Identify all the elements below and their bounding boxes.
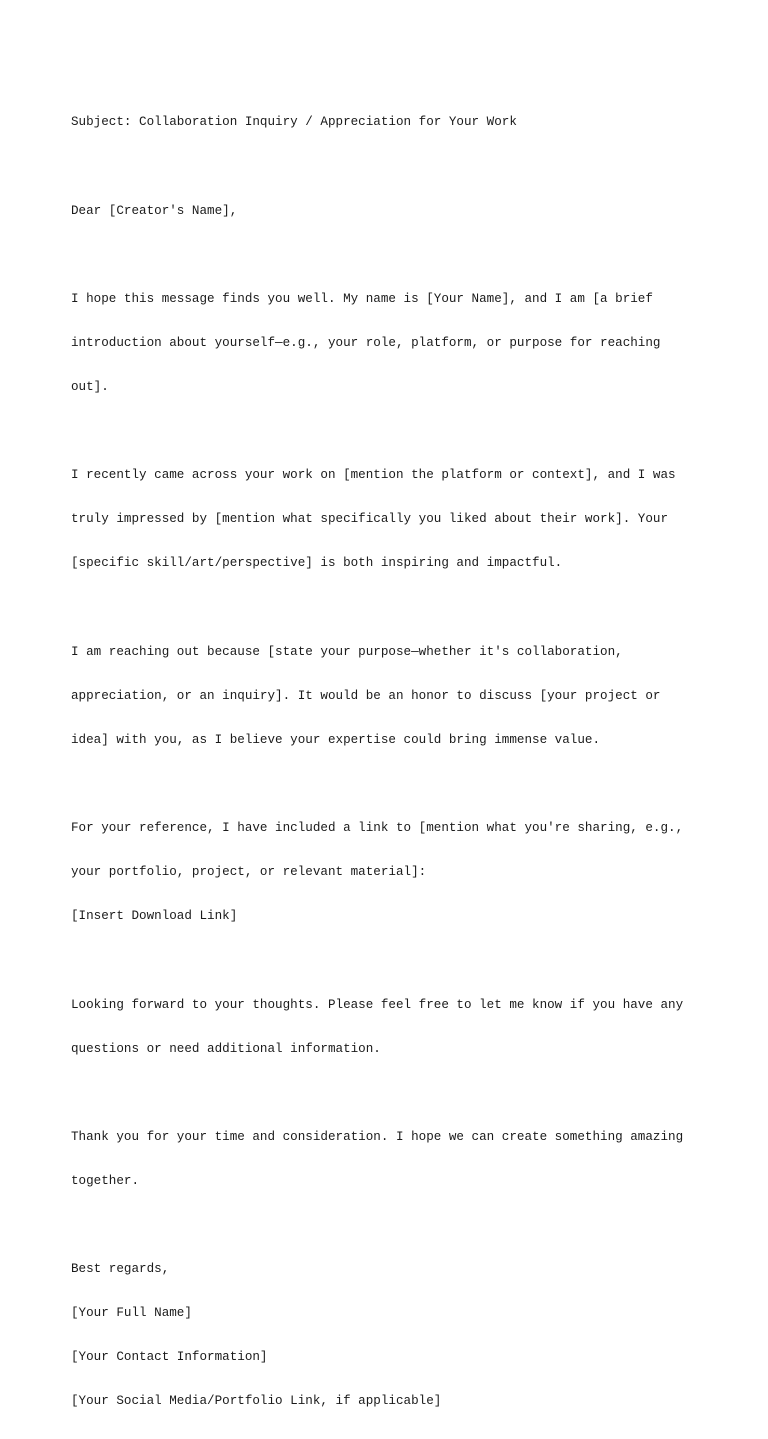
paragraph-line: together. [71, 1173, 140, 1188]
download-link-placeholder: [Insert Download Link] [71, 909, 238, 924]
paragraph-reference [71, 792, 711, 954]
paragraph-appreciation [71, 439, 711, 601]
subject-line [71, 86, 711, 160]
signature-contact: [Your Contact Information] [71, 1350, 268, 1365]
paragraph-line: For your reference, I have included a link to [mention what you're sharing, e.g., [71, 821, 684, 836]
paragraph-line: your portfolio, project, or relevant material]: [71, 865, 427, 880]
paragraph-line: I hope this message finds you well. My name is [Your Name], and I am [a brief [71, 291, 653, 306]
paragraph-introduction [71, 262, 711, 424]
paragraph-line: I am reaching out because [state your purpose—whether it's collaboration, [71, 644, 623, 659]
paragraph-line: Looking forward to your thoughts. Please feel free to let me know if you have any [71, 997, 684, 1012]
paragraph-followup [71, 968, 711, 1086]
paragraph-line: appreciation, or an inquiry]. It would be an honor to discuss [your project or [71, 688, 661, 703]
signature-portfolio: [Your Social Media/Portfolio Link, if applicable] [71, 1394, 442, 1409]
paragraph-line: I recently came across your work on [mention the platform or context], and I was [71, 468, 676, 483]
paragraph-line: out]. [71, 380, 109, 395]
paragraph-line: questions or need additional information. [71, 1041, 381, 1056]
subject-text: Subject: Collaboration Inquiry / Appreciation for Your Work [71, 115, 517, 130]
paragraph-thanks [71, 1100, 711, 1218]
greeting [71, 174, 711, 248]
paragraph-line: introduction about yourself—e.g., your role, platform, or purpose for reaching [71, 335, 661, 350]
paragraph-line: idea] with you, as I believe your expertise could bring immense value. [71, 732, 601, 747]
paragraph-line: truly impressed by [mention what specifically you liked about their work]. Your [71, 512, 669, 527]
letter-body [71, 86, 711, 1439]
paragraph-line: Thank you for your time and consideration. I hope we can create something amazing [71, 1129, 684, 1144]
signature-name: [Your Full Name] [71, 1306, 192, 1321]
greeting-text: Dear [Creator's Name], [71, 203, 238, 218]
paragraph-line: [specific skill/art/perspective] is both inspiring and impactful. [71, 556, 563, 571]
paragraph-purpose [71, 615, 711, 777]
closing-text: Best regards, [71, 1262, 170, 1277]
signature-block [71, 1233, 711, 1439]
